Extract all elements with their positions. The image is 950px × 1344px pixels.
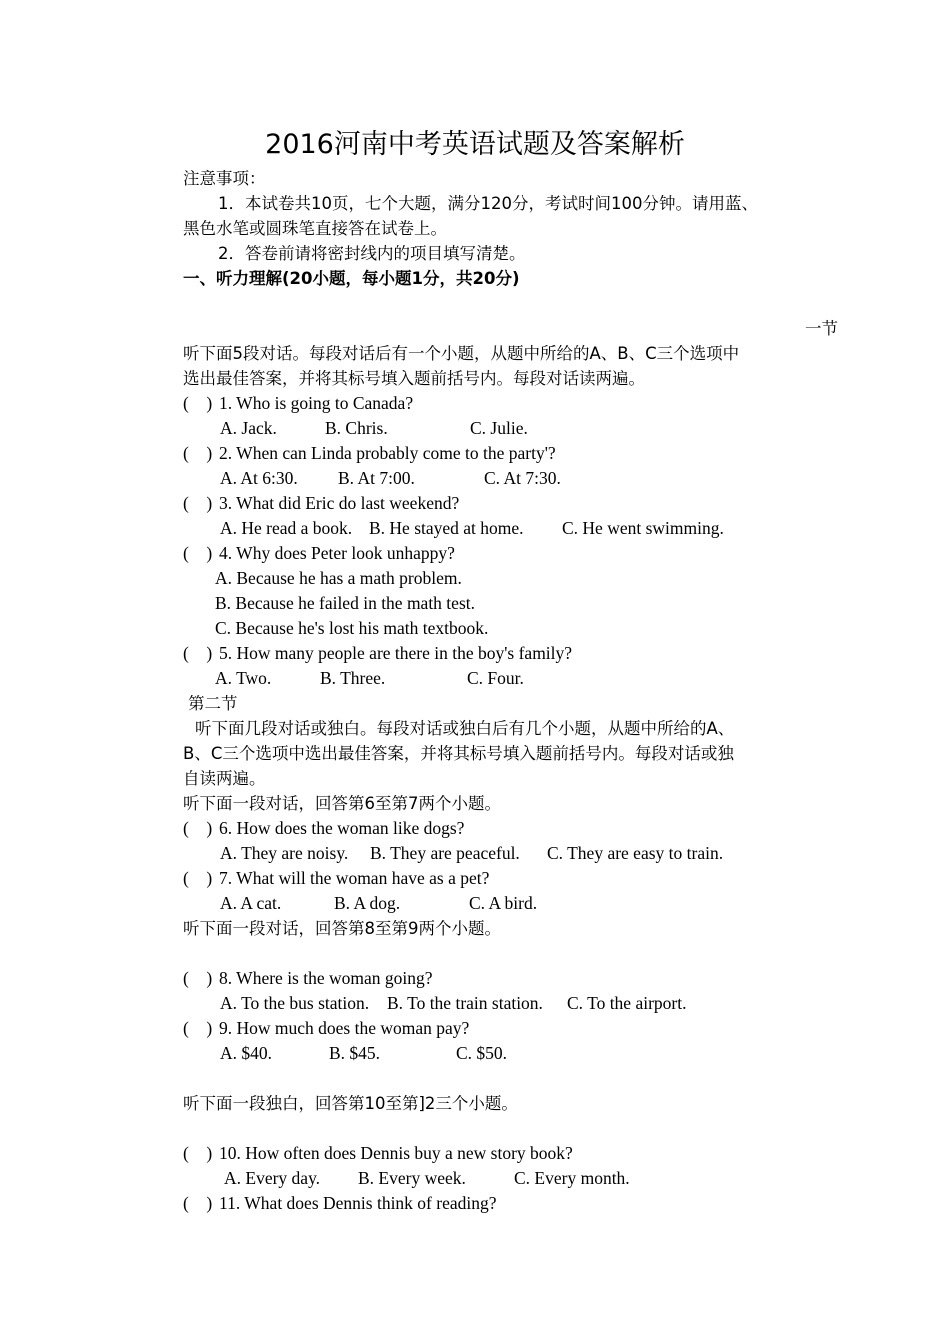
option-c: C. He went swimming. <box>562 518 724 538</box>
part2-instruction-2: B、C三个选项中选出最佳答案，并将其标号填入题前括号内。每段对话或独 <box>183 744 734 763</box>
answer-blank[interactable]: ( ) <box>183 1018 213 1038</box>
option-a: A. Two. <box>215 668 272 688</box>
option-a: A. He read a book. <box>220 518 353 538</box>
option-b: B. They are peaceful. <box>370 843 520 863</box>
notice-item-1: 1．本试卷共10页，七个大题，满分120分，考试时间100分钟。请用蓝、 <box>218 194 758 213</box>
question-6: ( ) 6. How does the woman like dogs? <box>183 816 464 841</box>
option-a: A. Every day. <box>224 1168 321 1188</box>
option-a: A. $40. <box>220 1043 273 1063</box>
answer-blank[interactable]: ( ) <box>183 968 213 988</box>
group-instruction-2: 听下面一段对话，回答第8至第9两个小题。 <box>183 919 501 938</box>
option-c: C. Four. <box>467 668 524 688</box>
question-9: ( ) 9. How much does the woman pay? <box>183 1016 469 1041</box>
answer-blank[interactable]: ( ) <box>183 1193 213 1213</box>
option-c: C. To the airport. <box>567 993 687 1013</box>
part1-instruction-2: 选出最佳答案，并将其标号填入题前括号内。每段对话读两遍。 <box>183 369 645 388</box>
option-b: B. To the train station. <box>387 993 543 1013</box>
answer-blank[interactable]: ( ) <box>183 868 213 888</box>
question-8: ( ) 8. Where is the woman going? <box>183 966 433 991</box>
option-a: A. They are noisy. <box>220 843 349 863</box>
section-heading: 一、听力理解(20小题，每小题1分，共20分) <box>183 269 520 288</box>
question-2: ( ) 2. When can Linda probably come to the party'? <box>183 441 556 466</box>
group-instruction-3: 听下面一段独白，回答第10至第]2三个小题。 <box>183 1094 518 1113</box>
option-b: B. A dog. <box>334 893 401 913</box>
option-c: C. $50. <box>456 1043 508 1063</box>
question-5: ( ) 5. How many people are there in the boy's family? <box>183 641 572 666</box>
option-c: C. At 7:30. <box>484 468 561 488</box>
part2-instruction-1: 听下面几段对话或独白。每段对话或独白后有几个小题，从题中所给的A、 <box>195 719 735 738</box>
option-a: A. Jack. <box>220 418 277 438</box>
option-b: B. He stayed at home. <box>369 518 524 538</box>
option-a: A. A cat. <box>220 893 282 913</box>
answer-blank[interactable]: ( ) <box>183 443 213 463</box>
question-3: ( ) 3. What did Eric do last weekend? <box>183 491 459 516</box>
answer-blank[interactable]: ( ) <box>183 393 213 413</box>
option-b: B. Three. <box>320 668 386 688</box>
question-7: ( ) 7. What will the woman have as a pet? <box>183 866 489 891</box>
answer-blank[interactable]: ( ) <box>183 818 213 838</box>
notice-heading: 注意事项： <box>183 169 266 188</box>
answer-blank[interactable]: ( ) <box>183 1143 213 1163</box>
option-a: A. To the bus station. <box>220 993 370 1013</box>
question-4: ( ) 4. Why does Peter look unhappy? <box>183 541 455 566</box>
page-title: 2016河南中考英语试题及答案解析 <box>265 129 685 160</box>
option-c: C. Julie. <box>470 418 528 438</box>
option-c: C. Every month. <box>514 1168 630 1188</box>
part1-label: 一节 <box>805 319 838 338</box>
question-11: ( ) 11. What does Dennis think of reading? <box>183 1191 497 1216</box>
notice-item-1-cont: 黑色水笔或圆珠笔直接答在试卷上。 <box>183 219 447 238</box>
option-b: B. $45. <box>329 1043 381 1063</box>
part2-label: 第二节 <box>188 694 238 713</box>
group-instruction-1: 听下面一段对话，回答第6至第7两个小题。 <box>183 794 501 813</box>
answer-blank[interactable]: ( ) <box>183 493 213 513</box>
part2-instruction-3: 自读两遍。 <box>183 769 266 788</box>
question-10: ( ) 10. How often does Dennis buy a new story book? <box>183 1141 573 1166</box>
question-1: ( ) 1. Who is going to Canada? <box>183 391 413 416</box>
option-a: A. Because he has a math problem. <box>215 568 462 588</box>
answer-blank[interactable]: ( ) <box>183 543 213 563</box>
part1-instruction-1: 听下面5段对话。每段对话后有一个小题，从题中所给的A、B、C三个选项中 <box>183 344 740 363</box>
option-b: B. Because he failed in the math test. <box>215 593 475 613</box>
option-c: C. Because he's lost his math textbook. <box>215 618 489 638</box>
option-c: C. They are easy to train. <box>547 843 724 863</box>
option-b: B. Every week. <box>358 1168 466 1188</box>
option-c: C. A bird. <box>469 893 538 913</box>
answer-blank[interactable]: ( ) <box>183 643 213 663</box>
notice-item-2: 2．答卷前请将密封线内的项目填写清楚。 <box>218 244 526 263</box>
option-b: B. Chris. <box>325 418 388 438</box>
option-b: B. At 7:00. <box>338 468 415 488</box>
option-a: A. At 6:30. <box>220 468 298 488</box>
